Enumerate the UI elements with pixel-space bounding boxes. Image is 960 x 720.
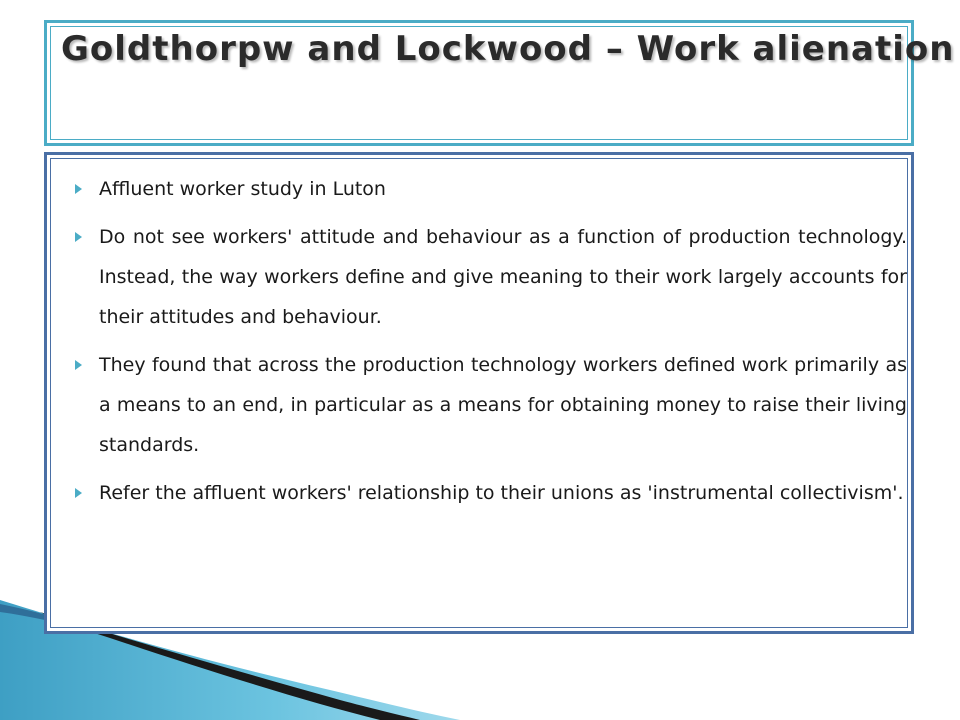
bullet-text: Refer the affluent workers' relationship to their unions as 'instrumental collectivism'. — [99, 482, 904, 504]
bullet-text: They found that across the production technology workers defined work primarily as a means to an end, in particular as a means for obtaining money to raise their living standards. — [99, 354, 907, 456]
bullet-item — [73, 345, 907, 465]
bullet-list — [73, 169, 907, 521]
triangle-bullet-icon — [75, 488, 82, 498]
bullet-text: Affluent worker study in Luton — [99, 178, 386, 200]
triangle-bullet-icon — [75, 360, 82, 370]
bullet-item — [73, 473, 907, 513]
content-box — [44, 152, 914, 634]
triangle-bullet-icon — [75, 184, 82, 194]
title-box — [44, 20, 955, 146]
bullet-text: Do not see workers' attitude and behaviour as a function of production technology. Instead, the way workers define and give meaning to their work largely accounts for their attitudes and behaviour. — [99, 226, 907, 328]
slide-title: Goldthorpw and Lockwood – Work alienation — [61, 29, 955, 69]
bullet-item — [73, 169, 907, 209]
bullet-item — [73, 217, 907, 337]
triangle-bullet-icon — [75, 232, 82, 242]
